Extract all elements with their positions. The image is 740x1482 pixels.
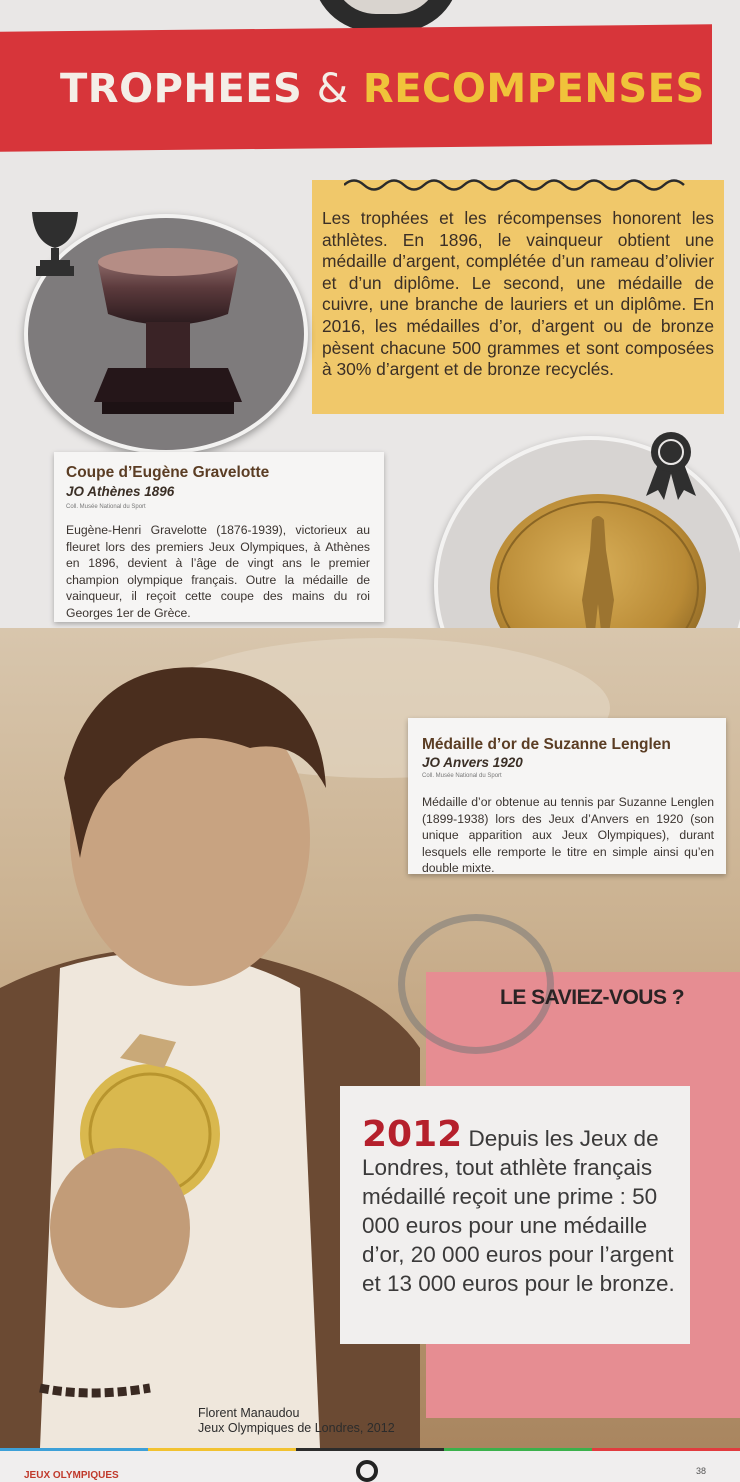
footer-logo-icon bbox=[356, 1460, 378, 1482]
fact-year: 2012 bbox=[362, 1114, 463, 1155]
title-trophees: TROPHEES bbox=[60, 66, 303, 112]
trophy-card-subtitle: JO Athènes 1896 bbox=[66, 484, 175, 499]
trophy-card-collection: Coll. Musée National du Sport bbox=[66, 504, 146, 510]
footer-text: JEUX OLYMPIQUES bbox=[24, 1470, 119, 1481]
title-recompenses: RECOMPENSES bbox=[362, 66, 705, 112]
fact-body: Depuis les Jeux de Londres, tout athlète français médaillé reçoit une prime : 50 000 euros pour une médaille d’or, 20 000 euros pour l’argent et 13 000 euros pour le bronze. bbox=[362, 1126, 675, 1296]
caption-name: Florent Manaudou bbox=[198, 1406, 300, 1420]
medal-card-body: Médaille d’or obtenue au tennis par Suzanne Lenglen (1899-1938) lors des Jeux d’Anvers en 1920 (son unique apparition aux Jeux Olympiques), durant lesquels elle remporte le titre en simple ainsi qu’en double mixte. bbox=[422, 795, 714, 876]
trophy-icon bbox=[26, 208, 84, 280]
photo-caption bbox=[198, 1406, 395, 1436]
medal-card-title: Médaille d’or de Suzanne Lenglen bbox=[422, 736, 671, 753]
fact-heading: LE SAVIEZ-VOUS ? bbox=[500, 986, 685, 1009]
award-ribbon-icon bbox=[640, 428, 702, 500]
footer-color-stripe bbox=[0, 1448, 740, 1451]
caption-event: Jeux Olympiques de Londres, 2012 bbox=[198, 1421, 395, 1435]
trophy-card bbox=[54, 452, 384, 622]
question-mark-ring bbox=[398, 914, 554, 1054]
medal-card-collection: Coll. Musée National du Sport bbox=[422, 773, 502, 779]
medal-card-subtitle: JO Anvers 1920 bbox=[422, 755, 523, 770]
trophy-card-body: Eugène-Henri Gravelotte (1876-1939), victorieux au fleuret lors des premiers Jeux Olympiques, à Athènes en 1896, devient à l’âge de vingt ans le premier champion olympique français. Outre la médaille de vainqueur, il reçoit cette coupe des mains du roi Georges 1er de Grèce. bbox=[66, 523, 370, 620]
page-title bbox=[60, 66, 705, 112]
title-ampersand: & bbox=[316, 66, 349, 112]
wave-decoration bbox=[344, 174, 694, 196]
page-number: 38 bbox=[696, 1466, 707, 1476]
medal-card bbox=[408, 718, 726, 874]
intro-text: Les trophées et les récompenses honorent les athlètes. En 1896, le vainqueur obtient une médaille d’argent, complétée d’un rameau d’olivier et d’un diplôme. Le second, une médaille de cuivre, une branche de lauriers et un diplôme. En 2016, les médailles d’or, d’argent ou de bronze pèsent chacune 500 grammes et sont composées à 30% d’argent et de bronze recyclés. bbox=[322, 208, 714, 380]
trophy-card-title: Coupe d’Eugène Gravelotte bbox=[66, 464, 270, 481]
fact-text bbox=[362, 1114, 678, 1298]
